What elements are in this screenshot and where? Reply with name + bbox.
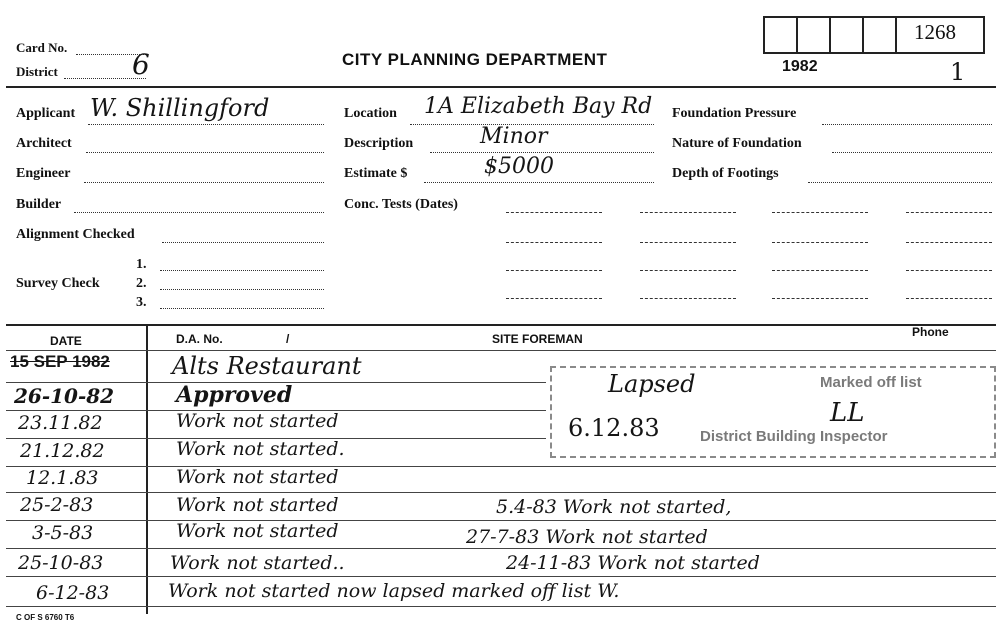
conc-test-line	[640, 298, 736, 299]
card-box-divider	[895, 16, 897, 52]
conc-test-line	[506, 212, 602, 213]
department-title: CITY PLANNING DEPARTMENT	[342, 50, 608, 69]
log-note: Alts Restaurant	[172, 352, 362, 380]
log-date: 21.12.82	[20, 440, 105, 462]
log-date: 3-5-83	[32, 522, 94, 544]
log-date: 23.11.82	[18, 412, 103, 434]
row-rule	[6, 520, 996, 521]
log-extra-note: 24-11-83 Work not started	[506, 552, 760, 574]
district-value: 6	[132, 48, 150, 81]
row-rule	[6, 466, 996, 467]
log-extra-note: 5.4-83 Work not started,	[496, 496, 732, 518]
survey-line-1	[160, 270, 324, 271]
stamp-date: 6.12.83	[568, 414, 660, 442]
log-note: Work not started..	[170, 552, 345, 574]
district-label: District	[16, 64, 58, 79]
architect-label: Architect	[16, 136, 72, 151]
applicant-value: W. Shillingford	[90, 94, 270, 122]
header-divider	[6, 86, 996, 88]
description-value: Minor	[480, 124, 548, 149]
log-note: Work not started	[176, 520, 339, 542]
card-number: 1268	[914, 20, 956, 44]
nature-foundation-label: Nature of Foundation	[672, 136, 802, 151]
location-value: 1A Elizabeth Bay Rd	[424, 94, 653, 119]
date-column-divider	[146, 324, 148, 614]
engineer-label: Engineer	[16, 166, 71, 181]
log-date: 6-12-83	[36, 582, 110, 604]
stamp-marked-off: Marked off list	[820, 374, 922, 391]
survey-number-2: 2.	[136, 276, 147, 291]
conc-test-line	[772, 270, 868, 271]
conc-test-line	[640, 212, 736, 213]
conc-test-line	[906, 298, 992, 299]
applicant-label: Applicant	[16, 106, 76, 121]
survey-number-1: 1.	[136, 257, 147, 272]
row-rule	[6, 606, 996, 607]
log-note: Work not started.	[176, 438, 345, 460]
foundation-pressure-label: Foundation Pressure	[672, 106, 797, 121]
conc-test-line	[906, 270, 992, 271]
log-note: Work not started now lapsed marked off list W.	[168, 580, 620, 602]
stamp-district-office: District Building Inspector	[700, 428, 888, 445]
log-note: Work not started	[176, 410, 339, 432]
survey-line-2	[160, 289, 324, 290]
survey-label: Survey Check	[16, 276, 100, 291]
conc-test-line	[772, 242, 868, 243]
survey-number-3: 3.	[136, 295, 147, 310]
foundation-pressure-line	[822, 124, 992, 125]
phone-header: Phone	[912, 325, 949, 339]
log-date: 26-10-82	[14, 384, 115, 408]
form-code: C OF S 6760 T6	[16, 613, 75, 622]
conc-test-line	[906, 212, 992, 213]
da-no-header: D.A. No.	[176, 332, 223, 346]
card-box-divider	[829, 16, 831, 52]
conc-test-line	[640, 242, 736, 243]
description-line	[430, 152, 654, 153]
log-note: Approved	[176, 382, 293, 408]
row-rule	[6, 548, 996, 549]
depth-footings-label: Depth of Footings	[672, 166, 779, 181]
log-date: 25-10-83	[18, 552, 104, 574]
location-label: Location	[344, 106, 397, 121]
conc-test-line	[772, 212, 868, 213]
estimate-line	[424, 182, 654, 183]
site-foreman-header: SITE FOREMAN	[492, 332, 583, 346]
description-label: Description	[344, 136, 414, 151]
row-rule	[6, 350, 996, 351]
year: 1982	[782, 58, 818, 75]
conc-test-line	[640, 270, 736, 271]
builder-label: Builder	[16, 197, 62, 212]
card-box-divider	[796, 16, 798, 52]
conc-test-line	[506, 270, 602, 271]
conc-test-line	[506, 242, 602, 243]
alignment-label: Alignment Checked	[16, 227, 135, 242]
log-date: 25-2-83	[20, 494, 94, 516]
row-rule	[6, 492, 996, 493]
conc-test-line	[772, 298, 868, 299]
log-note: Work not started	[176, 494, 339, 516]
log-top-border	[6, 324, 996, 326]
architect-line	[86, 152, 324, 153]
engineer-line	[84, 182, 324, 183]
conc-test-line	[906, 242, 992, 243]
conc-test-line	[506, 298, 602, 299]
log-date: 12.1.83	[26, 467, 99, 489]
log-date: 15 SEP 1982	[10, 352, 110, 371]
card-no-label: Card No.	[16, 40, 68, 55]
applicant-line	[88, 124, 324, 125]
survey-line-3	[160, 308, 324, 309]
builder-line	[74, 212, 324, 213]
stamp-initials: LL	[830, 398, 865, 428]
depth-footings-line	[808, 182, 992, 183]
card-box-divider	[862, 16, 864, 52]
conc-tests-label: Conc. Tests (Dates)	[344, 197, 458, 212]
nature-foundation-line	[832, 152, 992, 153]
da-no-value: /	[286, 332, 290, 346]
year-mark: 1	[950, 58, 966, 86]
estimate-value: $5000	[484, 154, 554, 179]
stamp-lapsed: Lapsed	[608, 370, 696, 398]
estimate-label: Estimate $	[344, 166, 408, 181]
log-extra-note: 27-7-83 Work not started	[466, 526, 708, 548]
row-rule	[6, 576, 996, 577]
log-note: Work not started	[176, 466, 339, 488]
alignment-line	[162, 242, 324, 243]
date-header: DATE	[50, 334, 82, 348]
